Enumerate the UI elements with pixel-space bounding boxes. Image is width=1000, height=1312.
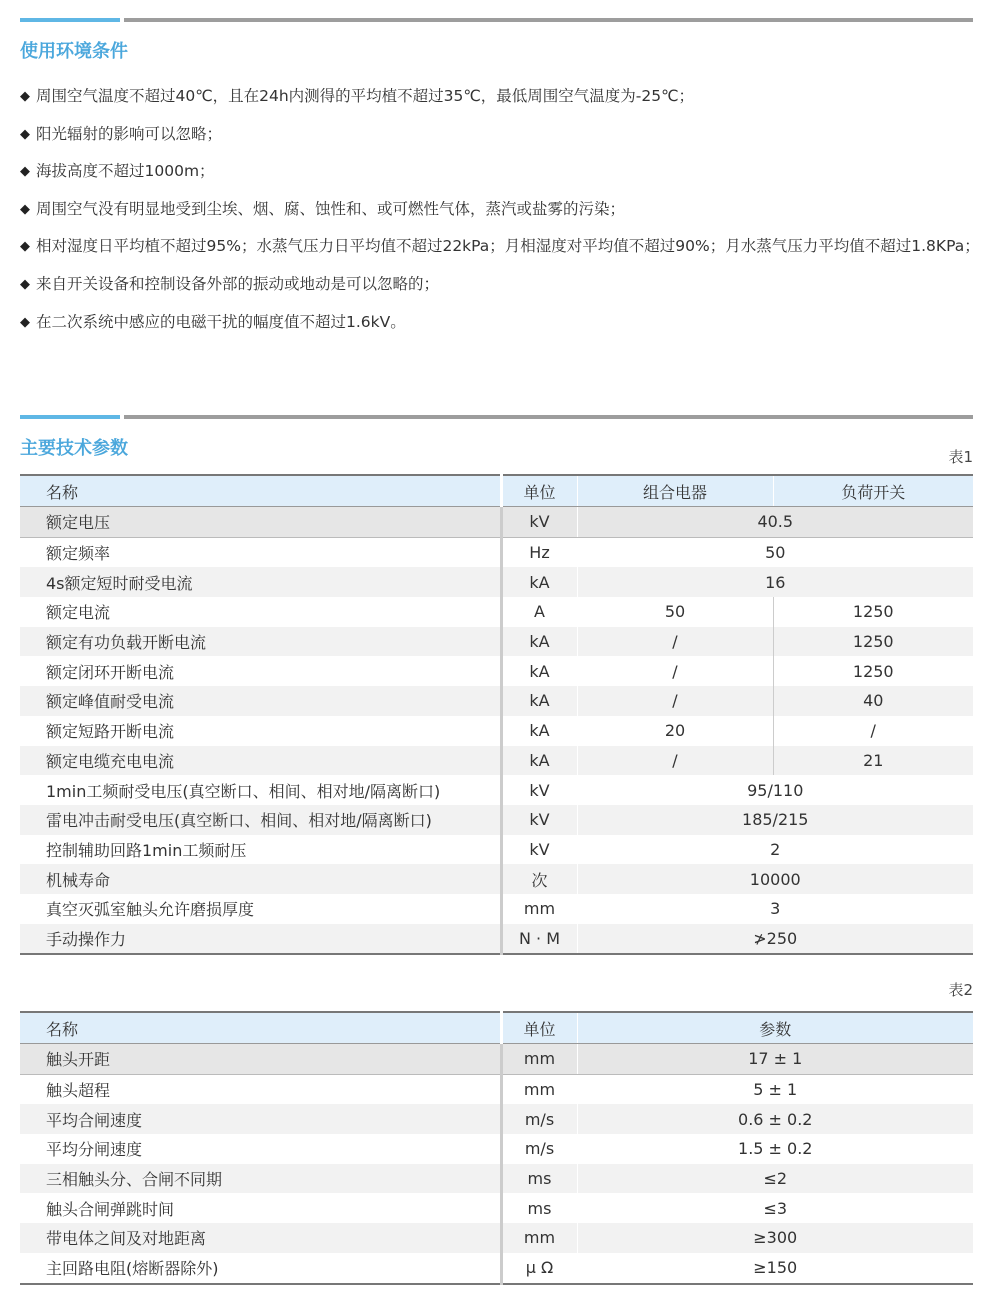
cell-unit: mm: [501, 1223, 577, 1253]
table-row: [20, 507, 973, 538]
cell-unit: kV: [501, 835, 577, 865]
cell-unit: A: [501, 597, 577, 627]
table-row: [20, 835, 973, 865]
cell-unit: ms: [501, 1164, 577, 1194]
cell-name: 额定电流: [20, 597, 501, 627]
cell-value: 3: [577, 894, 973, 924]
cell-unit: kA: [501, 746, 577, 776]
parameters-table-1: [20, 474, 973, 955]
cell-combined-apparatus: /: [577, 746, 773, 776]
cell-value: 185/215: [577, 805, 973, 835]
table-row: [20, 656, 973, 686]
cell-name: 4s额定短时耐受电流: [20, 567, 501, 597]
table-row: [20, 1044, 973, 1075]
table-row: [20, 627, 973, 657]
table-row: [20, 1074, 973, 1104]
table-row: [20, 597, 973, 627]
table-row: [20, 716, 973, 746]
section-divider: [20, 415, 973, 419]
cell-value: 10000: [577, 864, 973, 894]
cell-name: 额定电缆充电电流: [20, 746, 501, 776]
cell-name: 额定有功负载开断电流: [20, 627, 501, 657]
cell-value: 5 ± 1: [577, 1074, 973, 1104]
cell-unit: mm: [501, 1074, 577, 1104]
cell-name: 触头开距: [20, 1044, 501, 1075]
cell-name: 带电体之间及对地距离: [20, 1223, 501, 1253]
cell-unit: kA: [501, 716, 577, 746]
table-row: [20, 775, 973, 805]
table1-label: 表1: [948, 448, 973, 466]
table-row: [20, 1253, 973, 1284]
list-item: ◆ 相对湿度日平均植不超过95%；水蒸气压力日平均值不超过22kPa；月相湿度对平均值不超过90%；月水蒸气压力平均值不超过1.8KPa；: [20, 228, 980, 266]
cell-unit: kA: [501, 656, 577, 686]
cell-load-switch: 1250: [773, 597, 973, 627]
section-title-environment: 使用环境条件: [20, 41, 128, 62]
cell-name: 三相触头分、合闸不同期: [20, 1164, 501, 1194]
cell-unit: kV: [501, 805, 577, 835]
table-row: [20, 1164, 973, 1194]
cell-value: ≯250: [577, 924, 973, 955]
cell-value: ≤3: [577, 1193, 973, 1223]
cell-name: 平均分闸速度: [20, 1134, 501, 1164]
header-load-switch: 负荷开关: [773, 475, 973, 507]
cell-value: 95/110: [577, 775, 973, 805]
cell-name: 主回路电阻(熔断器除外): [20, 1253, 501, 1284]
cell-value: ≥300: [577, 1223, 973, 1253]
table-row: [20, 1193, 973, 1223]
cell-name: 手动操作力: [20, 924, 501, 955]
table-row: [20, 746, 973, 776]
table-row: [20, 805, 973, 835]
table-row: [20, 894, 973, 924]
header-unit: 单位: [501, 1012, 577, 1044]
table-row: [20, 1134, 973, 1164]
cell-value: 2: [577, 835, 973, 865]
section-divider: [20, 18, 973, 22]
cell-value: 17 ± 1: [577, 1044, 973, 1075]
cell-combined-apparatus: /: [577, 627, 773, 657]
table-row: [20, 924, 973, 955]
parameters-table-2: [20, 1011, 973, 1285]
cell-unit: m/s: [501, 1104, 577, 1134]
list-item: ◆ 阳光辐射的影响可以忽略；: [20, 116, 980, 154]
table-row: [20, 1223, 973, 1253]
cell-load-switch: 1250: [773, 627, 973, 657]
cell-value: 40.5: [577, 507, 973, 538]
header-unit: 单位: [501, 475, 577, 507]
cell-unit: N · M: [501, 924, 577, 955]
cell-load-switch: 40: [773, 686, 973, 716]
cell-name: 机械寿命: [20, 864, 501, 894]
header-combined-apparatus: 组合电器: [577, 475, 773, 507]
cell-unit: kA: [501, 567, 577, 597]
cell-name: 额定短路开断电流: [20, 716, 501, 746]
header-parameter: 参数: [577, 1012, 973, 1044]
section-title-parameters: 主要技术参数: [20, 438, 128, 459]
cell-name: 触头合闸弹跳时间: [20, 1193, 501, 1223]
cell-combined-apparatus: /: [577, 686, 773, 716]
cell-unit: m/s: [501, 1134, 577, 1164]
cell-unit: mm: [501, 894, 577, 924]
cell-unit: mm: [501, 1044, 577, 1075]
cell-name: 平均合闸速度: [20, 1104, 501, 1134]
cell-name: 额定闭环开断电流: [20, 656, 501, 686]
cell-load-switch: 21: [773, 746, 973, 776]
cell-value: ≤2: [577, 1164, 973, 1194]
list-item: ◆ 周围空气没有明显地受到尘埃、烟、腐、蚀性和、或可燃性气体，蒸汽或盐雾的污染；: [20, 191, 980, 229]
cell-unit: kA: [501, 627, 577, 657]
cell-unit: kV: [501, 507, 577, 538]
cell-unit: Hz: [501, 537, 577, 567]
cell-name: 额定频率: [20, 537, 501, 567]
table-header-row: [20, 1012, 973, 1044]
list-item: ◆ 海拔高度不超过1000m；: [20, 153, 980, 191]
cell-combined-apparatus: /: [577, 656, 773, 686]
header-name: 名称: [20, 1012, 501, 1044]
header-name: 名称: [20, 475, 501, 507]
list-item: ◆ 周围空气温度不超过40℃，且在24h内测得的平均植不超过35℃，最低周围空气温度为-25℃；: [20, 78, 980, 116]
list-item: ◆ 在二次系统中感应的电磁干扰的幅度值不超过1.6kV。: [20, 304, 980, 342]
environment-list: [20, 78, 980, 341]
cell-unit: 次: [501, 864, 577, 894]
table-row: [20, 686, 973, 716]
cell-name: 触头超程: [20, 1074, 501, 1104]
cell-unit: ms: [501, 1193, 577, 1223]
cell-combined-apparatus: 20: [577, 716, 773, 746]
table-row: [20, 537, 973, 567]
cell-name: 额定峰值耐受电流: [20, 686, 501, 716]
cell-value: 50: [577, 537, 973, 567]
cell-unit: kA: [501, 686, 577, 716]
cell-combined-apparatus: 50: [577, 597, 773, 627]
cell-name: 1min工频耐受电压(真空断口、相间、相对地/隔离断口): [20, 775, 501, 805]
table-row: [20, 567, 973, 597]
cell-unit: μ Ω: [501, 1253, 577, 1284]
table2-label: 表2: [948, 981, 973, 999]
cell-unit: kV: [501, 775, 577, 805]
cell-name: 额定电压: [20, 507, 501, 538]
cell-value: 16: [577, 567, 973, 597]
cell-load-switch: 1250: [773, 656, 973, 686]
table-header-row: [20, 475, 973, 507]
cell-value: ≥150: [577, 1253, 973, 1284]
cell-value: 1.5 ± 0.2: [577, 1134, 973, 1164]
cell-name: 真空灭弧室触头允许磨损厚度: [20, 894, 501, 924]
cell-load-switch: /: [773, 716, 973, 746]
cell-name: 控制辅助回路1min工频耐压: [20, 835, 501, 865]
table-row: [20, 864, 973, 894]
cell-value: 0.6 ± 0.2: [577, 1104, 973, 1134]
list-item: ◆ 来自开关设备和控制设备外部的振动或地动是可以忽略的；: [20, 266, 980, 304]
table-row: [20, 1104, 973, 1134]
cell-name: 雷电冲击耐受电压(真空断口、相间、相对地/隔离断口): [20, 805, 501, 835]
